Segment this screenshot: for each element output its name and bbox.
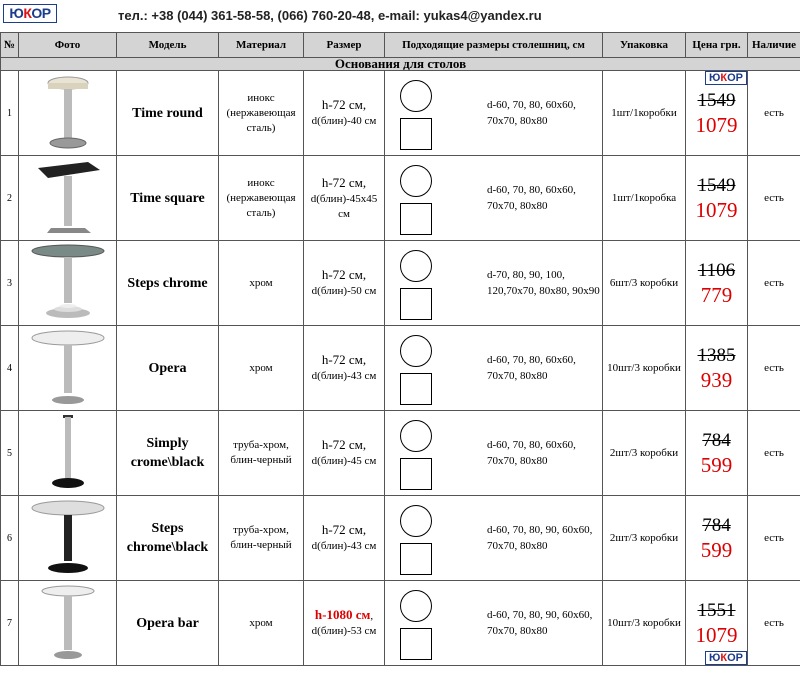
product-size xyxy=(304,496,385,581)
table-top-shapes xyxy=(385,241,603,326)
size-base: d(блин)-43 см xyxy=(311,540,377,552)
table-row xyxy=(1,411,800,496)
table-top-shapes xyxy=(385,496,603,581)
availability: есть xyxy=(748,156,800,241)
size-base: d(блин)-50 см xyxy=(311,285,377,297)
availability: есть xyxy=(748,71,800,156)
product-photo[interactable] xyxy=(19,326,117,411)
header-row xyxy=(1,33,800,58)
row-number: 5 xyxy=(1,411,19,496)
product-model: Opera bar xyxy=(117,581,219,666)
col-model: Модель xyxy=(117,33,219,58)
product-size xyxy=(304,581,385,666)
product-photo[interactable] xyxy=(19,71,117,156)
product-photo[interactable] xyxy=(19,496,117,581)
table-row xyxy=(1,326,800,411)
contact-info: тел.: +38 (044) 361-58-58, (066) 760-20-48, e-mail: yukas4@yandex.ru xyxy=(118,8,542,23)
size-height: h-1080 см xyxy=(314,607,371,622)
product-photo[interactable] xyxy=(19,241,117,326)
packaging: 2шт/3 коробки xyxy=(603,496,686,581)
availability: есть xyxy=(748,581,800,666)
price-cell xyxy=(686,156,748,241)
table-top-shapes xyxy=(385,326,603,411)
row-number: 3 xyxy=(1,241,19,326)
new-price: 779 xyxy=(700,283,733,307)
col-availability: Наличие xyxy=(748,33,800,58)
col-packaging: Упаковка xyxy=(603,33,686,58)
size-height: h-72 см, xyxy=(321,352,367,367)
size-height: h-72 см, xyxy=(321,437,367,452)
packaging: 1шт/1коробка xyxy=(603,156,686,241)
product-photo[interactable] xyxy=(19,156,117,241)
table-top-shapes xyxy=(385,411,603,496)
fitting-sizes: d-60, 70, 80, 60x60, 70x70, 80x80 xyxy=(487,184,576,212)
old-price: 784 xyxy=(702,515,731,536)
price-cell xyxy=(686,581,748,666)
availability: есть xyxy=(748,496,800,581)
product-model: Simply crome\black xyxy=(117,411,219,496)
round-top-icon xyxy=(400,420,432,452)
square-top-icon xyxy=(400,543,432,575)
product-model: Time square xyxy=(117,156,219,241)
product-material: труба-хром, блин-черный xyxy=(219,411,304,496)
new-price: 1079 xyxy=(695,113,738,137)
product-model: Opera xyxy=(117,326,219,411)
size-base: d(блин)-45 см xyxy=(311,455,377,467)
price-cell xyxy=(686,411,748,496)
row-number: 2 xyxy=(1,156,19,241)
size-base: d(блин)-45x45 см xyxy=(310,192,378,220)
old-price: 1106 xyxy=(697,260,736,281)
new-price: 599 xyxy=(700,538,733,562)
round-top-icon xyxy=(400,80,432,112)
new-price: 599 xyxy=(700,453,733,477)
square-top-icon xyxy=(400,628,432,660)
table-top-shapes xyxy=(385,71,603,156)
old-price: 1549 xyxy=(697,175,736,196)
product-material: хром xyxy=(219,326,304,411)
availability: есть xyxy=(748,411,800,496)
product-photo[interactable] xyxy=(19,581,117,666)
packaging: 10шт/3 коробки xyxy=(603,581,686,666)
price-table xyxy=(0,32,800,666)
product-photo[interactable] xyxy=(19,411,117,496)
product-size xyxy=(304,326,385,411)
availability: есть xyxy=(748,241,800,326)
row-number: 6 xyxy=(1,496,19,581)
size-base: d(блин)-43 см xyxy=(311,370,377,382)
size-base: d(блин)-40 см xyxy=(311,115,377,127)
square-top-icon xyxy=(400,203,432,235)
col-fitting-sizes: Подходящие размеры столешниц, см xyxy=(385,33,603,58)
col-price: Цена грн. xyxy=(686,33,748,58)
product-size xyxy=(304,241,385,326)
size-base: d(блин)-53 см xyxy=(311,625,377,637)
row-number: 7 xyxy=(1,581,19,666)
product-material: хром xyxy=(219,581,304,666)
fitting-sizes: d-60, 70, 80, 60x60, 70x70, 80x80 xyxy=(487,439,576,467)
size-height: h-72 см, xyxy=(321,522,367,537)
section-row xyxy=(1,58,800,71)
product-model: Steps chrome\black xyxy=(117,496,219,581)
row-number: 1 xyxy=(1,71,19,156)
round-top-icon xyxy=(400,250,432,282)
top-bar xyxy=(0,0,800,32)
size-height: h-72 см, xyxy=(321,267,367,282)
availability: есть xyxy=(748,326,800,411)
section-title: Основания для столов xyxy=(1,58,800,71)
size-height-suffix: , xyxy=(370,610,374,622)
fitting-sizes: d-60, 70, 80, 90, 60x60, 70x70, 80x80 xyxy=(487,609,593,637)
round-top-icon xyxy=(400,590,432,622)
packaging: 10шт/3 коробки xyxy=(603,326,686,411)
table-top-shapes xyxy=(385,581,603,666)
size-height: h-72 см, xyxy=(321,97,367,112)
fitting-sizes: d-60, 70, 80, 60x60, 70x70, 80x80 xyxy=(487,354,576,382)
price-cell xyxy=(686,241,748,326)
product-size xyxy=(304,71,385,156)
old-price: 1551 xyxy=(697,600,736,621)
price-cell xyxy=(686,496,748,581)
fitting-sizes: d-60, 70, 80, 90, 60x60, 70x70, 80x80 xyxy=(487,524,593,552)
row-number: 4 xyxy=(1,326,19,411)
square-top-icon xyxy=(400,458,432,490)
round-top-icon xyxy=(400,165,432,197)
product-material: инокс (нержавеющая сталь) xyxy=(219,71,304,156)
table-row xyxy=(1,156,800,241)
col-photo: Фото xyxy=(19,33,117,58)
product-size xyxy=(304,156,385,241)
packaging: 6шт/3 коробки xyxy=(603,241,686,326)
size-height: h-72 см, xyxy=(321,174,367,190)
price-cell xyxy=(686,71,748,156)
col-number: № xyxy=(1,33,19,58)
square-top-icon xyxy=(400,373,432,405)
product-model: Time round xyxy=(117,71,219,156)
mini-logo[interactable]: ЮКОР xyxy=(705,651,747,665)
table-row xyxy=(1,241,800,326)
round-top-icon xyxy=(400,505,432,537)
old-price: 1549 xyxy=(697,90,736,111)
old-price: 784 xyxy=(702,430,731,451)
company-logo[interactable]: ЮКОР xyxy=(3,4,57,23)
product-material: инокс (нержавеющая сталь) xyxy=(219,156,304,241)
col-material: Материал xyxy=(219,33,304,58)
new-price: 1079 xyxy=(695,198,738,222)
fitting-sizes: d-60, 70, 80, 60x60, 70x70, 80x80 xyxy=(487,99,576,127)
mini-logo[interactable]: ЮКОР xyxy=(705,71,747,85)
round-top-icon xyxy=(400,335,432,367)
product-material: труба-хром, блин-черный xyxy=(219,496,304,581)
table-row xyxy=(1,581,800,666)
fitting-sizes: d-70, 80, 90, 100, 120,70x70, 80x80, 90x90 xyxy=(487,269,600,297)
new-price: 939 xyxy=(700,368,733,392)
product-material: хром xyxy=(219,241,304,326)
square-top-icon xyxy=(400,288,432,320)
packaging: 2шт/3 коробки xyxy=(603,411,686,496)
square-top-icon xyxy=(400,118,432,150)
table-row xyxy=(1,71,800,156)
new-price: 1079 xyxy=(695,623,738,647)
price-cell xyxy=(686,326,748,411)
old-price: 1385 xyxy=(697,345,736,366)
product-model: Steps chrome xyxy=(117,241,219,326)
packaging: 1шт/1коробки xyxy=(603,71,686,156)
product-size xyxy=(304,411,385,496)
col-size: Размер xyxy=(304,33,385,58)
table-top-shapes xyxy=(385,156,603,241)
table-row xyxy=(1,496,800,581)
